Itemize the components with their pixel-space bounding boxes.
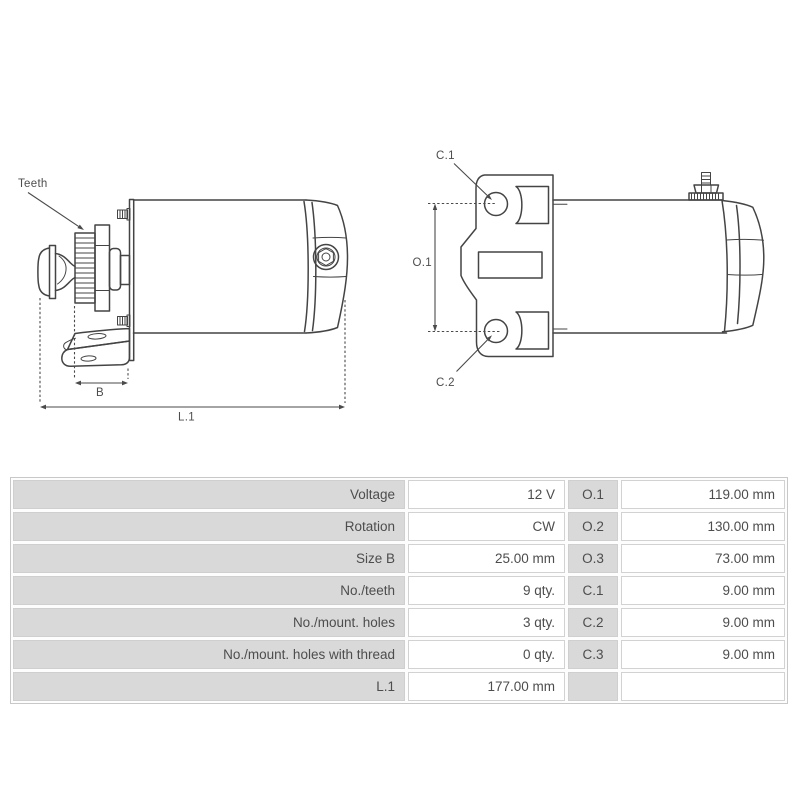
teeth-callout — [18, 178, 84, 230]
shaft-collar-inner — [121, 256, 130, 285]
dimension-b-label: B — [96, 387, 104, 399]
clutch-housing — [56, 254, 76, 291]
dimension-o1 — [413, 204, 438, 332]
rear-cap-band-top — [727, 239, 764, 240]
pinion-gear-teeth — [75, 238, 95, 298]
spec-value-cell: 12 V — [408, 480, 565, 509]
end-cap-band-top — [313, 237, 346, 238]
side-view-drawing — [18, 178, 348, 424]
spec-value-cell: 0 qty. — [408, 640, 565, 669]
through-bolt-hex-nut — [319, 248, 334, 265]
stud-bottom — [118, 315, 131, 327]
drive-end-cap — [38, 248, 50, 296]
dim-label-cell: O.3 — [568, 544, 618, 573]
spec-label-cell: L.1 — [13, 672, 405, 701]
rear-cap-joint-line-2 — [737, 206, 741, 324]
spec-label-cell: No./teeth — [13, 576, 405, 605]
dim-label-cell: O.2 — [568, 512, 618, 541]
flange-pocket-bottom — [516, 312, 549, 349]
dim-value-cell: 9.00 mm — [621, 640, 785, 669]
rear-cap-band-bottom — [727, 274, 763, 275]
spec-table — [10, 477, 788, 704]
end-cap-band-bottom — [314, 277, 347, 278]
spec-value-cell: 9 qty. — [408, 576, 565, 605]
spec-label-cell: No./mount. holes with thread — [13, 640, 405, 669]
flange-pocket-top — [516, 187, 549, 224]
dim-value-cell: 73.00 mm — [621, 544, 785, 573]
dim-label-cell: C.2 — [568, 608, 618, 637]
spec-value-cell: 25.00 mm — [408, 544, 565, 573]
spec-value-cell: 3 qty. — [408, 608, 565, 637]
c1-label: C.1 — [436, 150, 455, 162]
dim-value-cell: 119.00 mm — [621, 480, 785, 509]
bracket-slot-bottom — [81, 356, 96, 362]
dim-label-cell: O.1 — [568, 480, 618, 509]
end-cap-outline — [306, 200, 348, 333]
flange-center-slot — [479, 252, 543, 278]
dim-value-cell: 9.00 mm — [621, 576, 785, 605]
stud-top — [118, 209, 131, 221]
terminal-stud — [689, 173, 723, 201]
teeth-label: Teeth — [18, 178, 48, 190]
c2-label: C.2 — [436, 377, 455, 389]
mounting-bracket — [62, 329, 130, 367]
bracket-slot-top — [88, 333, 106, 340]
dim-label-cell: C.1 — [568, 576, 618, 605]
drive-end-cap-rim — [50, 246, 56, 299]
through-bolt-center — [322, 253, 330, 261]
spec-value-cell: CW — [408, 512, 565, 541]
rear-cap-outline — [722, 201, 764, 332]
spec-label-cell: Rotation — [13, 512, 405, 541]
spec-label-cell: Size B — [13, 544, 405, 573]
rear-cap-joint-line-1 — [722, 201, 727, 332]
dim-value-cell: 9.00 mm — [621, 608, 785, 637]
through-bolt-boss-ring — [317, 248, 335, 266]
dim-label-cell: C.3 — [568, 640, 618, 669]
shaft-collar-outer — [110, 249, 121, 291]
spec-label-cell: Voltage — [13, 480, 405, 509]
c2-callout — [436, 335, 492, 389]
dim-value-cell: 130.00 mm — [621, 512, 785, 541]
pinion-backing-disc — [95, 225, 110, 311]
dim-value-cell — [621, 672, 785, 701]
spec-value-cell: 177.00 mm — [408, 672, 565, 701]
spec-label-cell: No./mount. holes — [13, 608, 405, 637]
flange-view-drawing — [413, 150, 764, 389]
dimension-l1-label: L.1 — [178, 411, 195, 424]
end-cap-joint-line-1 — [304, 202, 308, 332]
dimension-o1-label: O.1 — [412, 257, 432, 269]
dimension-b — [75, 381, 128, 399]
end-cap-joint-line-2 — [312, 203, 316, 331]
dim-label-cell — [568, 672, 618, 701]
pinion-backing-disc-lines — [95, 246, 110, 291]
dimension-l1 — [40, 405, 345, 424]
